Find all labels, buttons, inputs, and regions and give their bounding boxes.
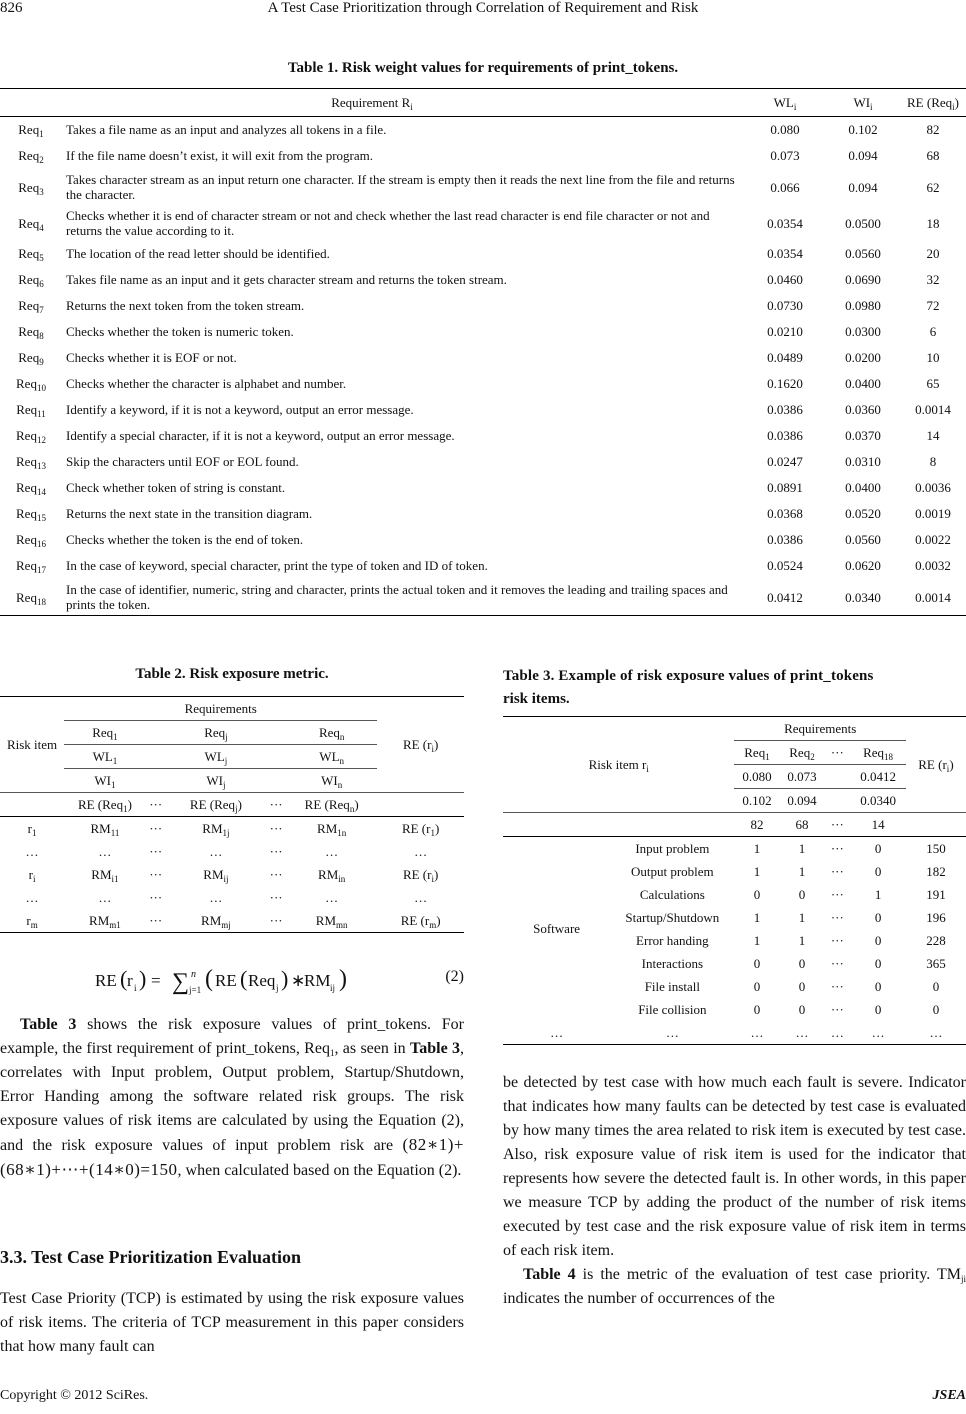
table1-wl: 0.0412 [744, 579, 826, 616]
table2-wl-row: $WL_1$ $WL_j$ $WL_n$ [0, 745, 464, 769]
table3-item-row: Interactions 0 0 ··· 0 365 [503, 952, 966, 975]
table1-req-desc: The location of the read letter should be identified. [66, 246, 330, 261]
table1-col-re: RE (Req$_i$) [900, 89, 966, 117]
left-paragraph-2: Test Case Priority (TCP) is estimated by using the risk exposure values of risk items. The criteria of TCP measurement in this paper considers that how many fault can [0, 1290, 464, 1355]
table1-req-desc: In the case of keyword, special character, print the type of token and ID of token. [66, 558, 488, 573]
table1-row [0, 371, 966, 397]
table3-req-row: Req$_1$ Req$_2$ ··· Req$_{18}$ [503, 741, 966, 765]
table3-item-re: 0 [932, 1001, 940, 1017]
table3-item-row: File collision 0 0 ··· 0 0 [503, 998, 966, 1021]
table3-item-re: 0 [932, 978, 940, 994]
table1-req-desc: Checks whether the token is numeric token. [66, 324, 294, 339]
table1-row [0, 169, 966, 205]
table3-item-name: Interactions [641, 955, 704, 971]
table1-re: 0.0014 [900, 579, 966, 616]
table1-wl: 0.0891 [767, 480, 803, 495]
table1-wi: 0.094 [848, 148, 878, 163]
table1-wl: 0.0368 [767, 506, 803, 521]
table1-caption: Table 1. Risk weight values for requirements of print_tokens. [287, 60, 679, 76]
svg-text:∑: ∑ [172, 969, 190, 995]
table1-row [0, 527, 966, 553]
table1-re: 8 [929, 454, 937, 469]
table1-row [0, 293, 966, 319]
table3-caption: Table 3. Example of risk exposure values of print_tokens risk items. [503, 668, 874, 707]
table1-re: 10 [926, 350, 940, 365]
svg-text:∗: ∗ [291, 971, 306, 990]
table1-req-desc: Identify a special character, if it is not a keyword, output an error message. [66, 428, 455, 443]
table1-re: 65 [926, 376, 940, 391]
table3 [503, 716, 966, 1045]
svg-text:j: j [276, 983, 279, 993]
table1-req-id: Req$_1$ [18, 122, 44, 139]
equation-2 [0, 960, 464, 1000]
table1-row [0, 579, 966, 616]
table1-req-desc: Checks whether it is end of character stream or not and check whether the last read character is end file character or not and returns the value according to it. [66, 208, 710, 238]
table2-caption: Table 2. Risk exposure metric. [135, 666, 329, 682]
table1-re: 20 [926, 246, 940, 261]
table1-row [0, 397, 966, 423]
table1-wl: 0.1620 [767, 376, 803, 391]
svg-text:=: = [151, 971, 161, 990]
table1-wl: 0.0386 [767, 402, 803, 417]
table1-req-id: Req$_9$ [18, 350, 44, 367]
table2-ellipsis-row: … … ··· … ··· … … [25, 843, 428, 859]
table1-wl: 0.0354 [767, 246, 803, 261]
svg-text:j=1: j=1 [189, 985, 202, 995]
table1-req-id: Req$_3$ [18, 179, 44, 197]
table1-col-requirement: Requirement $R_i$ [0, 89, 744, 117]
table1-row [0, 205, 966, 241]
table3-item-name: Startup/Shutdown [625, 909, 720, 925]
table3-re-header: RE $(r_i)$ [906, 717, 966, 813]
svg-text:): ) [339, 966, 347, 992]
table3-item-row: Startup/Shutdown 1 1 ··· 0 196 [503, 906, 966, 929]
table3-item-re: 365 [926, 955, 946, 971]
table1-req-id: Req$_{11}$ [16, 402, 46, 419]
svg-text:r: r [127, 971, 133, 990]
table1-wl: 0.0386 [767, 532, 803, 547]
table3-item-re: 228 [926, 932, 946, 948]
svg-text:RM: RM [304, 971, 331, 990]
table3-item-re: 150 [926, 840, 946, 856]
table1-re: 0.0019 [915, 506, 951, 521]
table1-req-desc: Checks whether the character is alphabet and number. [66, 376, 347, 391]
table1-wi: 0.0560 [845, 532, 881, 547]
table1-re: 0.0036 [915, 480, 951, 495]
table1-wl: 0.0489 [767, 350, 803, 365]
table1-req-id: Req$_5$ [18, 246, 44, 263]
table3-item-row: Calculations 0 0 ··· 1 191 [503, 883, 966, 906]
table2-risk-item-header: Risk item [0, 697, 64, 793]
table2-risk-row: $r_1$ $RM_{11}$ ··· $RM_{1j}$ ··· $RM_{1n}$ RE $(r_1)$ [27, 820, 440, 838]
table2-risk-row: $r_m$ $RM_{m1}$ ··· $RM_{mj}$ ··· $RM_{mn}$ RE $(r_m)$ [0, 909, 464, 933]
table3-item-name: Output problem [630, 863, 714, 879]
table1-re: 0.0032 [915, 558, 951, 573]
table3-risk-item-header: Risk item $r_i$ [503, 717, 734, 813]
table1-wl: 0.080 [770, 122, 800, 137]
table1-row [0, 267, 966, 293]
table3-item-name: File install [644, 978, 700, 994]
table2-wi-row: $WI_1$ $WI_j$ $WI_n$ [0, 769, 464, 793]
table1-wi: 0.094 [848, 179, 878, 195]
svg-text:(: ( [240, 966, 248, 991]
table3-wl-row: 0.080 0.073 0.0412 [503, 765, 966, 789]
table1-wi: 0.0980 [845, 298, 881, 313]
table1-req-id: Req$_2$ [18, 148, 44, 165]
table1-req-desc: Returns the next token from the token stream. [66, 298, 305, 313]
table1-row [0, 319, 966, 345]
table1-wi: 0.0690 [845, 272, 881, 287]
svg-text:): ) [281, 966, 289, 991]
table1-req-desc: Identify a keyword, if it is not a keyword, output an error message. [66, 402, 414, 417]
table3-group-software: Software [533, 921, 581, 936]
svg-text:(: ( [120, 966, 128, 991]
table3-requirements-header: Requirements [734, 717, 905, 741]
table1-re: 0.0022 [915, 532, 951, 547]
table1-req-id: Req$_{10}$ [16, 376, 46, 393]
table3-re-row: 82 68 ··· 14 [503, 813, 966, 837]
table1-row [0, 241, 966, 267]
svg-text:RE: RE [95, 971, 117, 990]
table1-row [0, 501, 966, 527]
table1-wl: 0.0460 [767, 272, 803, 287]
table1-wi: 0.0500 [845, 215, 881, 231]
table1-req-id: Req$_{12}$ [16, 428, 46, 445]
table1-wl: 0.0247 [767, 454, 803, 469]
svg-text:n: n [191, 969, 196, 980]
formula-150: (82∗1)+(68∗1)+⋯+(14∗0)=150 [0, 1135, 464, 1179]
table2 [0, 696, 464, 933]
table3-item-row: Output problem 1 1 ··· 0 182 [503, 860, 966, 883]
svg-text:Req: Req [248, 971, 276, 990]
left-paragraph-1: Table 3 shows the risk exposure values of print_tokens. For example, the first requirement of print_tokens, Req$_1$, as seen in Table 3, correlates with Input problem, Output problem, Startup/Shutdown, Error Handing among the software related risk groups. The risk exposure values of risk items are calculated by using the Equation (2), and the risk exposure values of input problem risk are (82∗1)+(68∗1)+⋯+(14∗0)=150, when calculated based on the Equation (2). [0, 1016, 465, 1179]
table1-re: 82 [926, 122, 940, 137]
table2-re-header: RE $(r_i)$ [377, 697, 464, 793]
table1-wi: 0.0360 [845, 402, 881, 417]
table3-item-row: Software Input problem 1 1 ··· 0 150 [503, 837, 966, 861]
table1-row [0, 117, 966, 144]
table2-requirements-header: Requirements [64, 697, 377, 721]
table3-item-name: Error handing [636, 932, 709, 948]
table1-wl: 0.0386 [767, 428, 803, 443]
table1-req-id: Req$_6$ [18, 272, 44, 289]
table1-row [0, 143, 966, 169]
table1-wl: 0.066 [770, 179, 800, 195]
table1-row [0, 475, 966, 501]
table2-risk-row: $r_i$ $RM_{i1}$ ··· $RM_{ij}$ ··· $RM_{in}$ RE $(r_i)$ [28, 866, 439, 884]
table1-req-desc: Returns the next state in the transition diagram. [66, 506, 313, 521]
table1-req-id: Req$_{17}$ [16, 558, 46, 575]
table2-re-row: RE (Req$_1$) ··· RE (Req$_j$) ··· RE (Req$_n$) [0, 793, 464, 817]
table3-wi-row: 0.102 0.094 0.0340 [503, 789, 966, 813]
table1-req-desc: Skip the characters until EOF or EOL found. [66, 454, 299, 469]
page-number: 826 [0, 0, 23, 16]
table1-wi: 0.0370 [845, 428, 881, 443]
table1-wi: 0.102 [848, 122, 878, 137]
table1-re: 72 [926, 298, 940, 313]
table1-wi: 0.0620 [845, 558, 881, 573]
right-paragraph-1: be detected by test case with how much each fault is severe. Indicator that indicates how many faults can be detected by test case is evaluated by how many times the area related to risk item is executed by test case. Also, risk exposure value of risk item is used for the indicator that represents how severe the detected fault is. In other words, in this paper we measure TCP by adding the product of the number of risk items executed by test case and the risk exposure value of risk item in terms of each risk item. Table 4 is the metric of the evaluation of test case priority. $TM_{ji}$ indicates the number of occurrences of the [503, 1074, 966, 1307]
table3-ellipsis-row: … … … … … … … [503, 1021, 966, 1045]
table1-wi: 0.0310 [845, 454, 881, 469]
table1-req-desc: Takes file name as an input and it gets character stream and returns the token stream. [66, 272, 507, 287]
table1-req-desc: Check whether token of string is constant. [66, 480, 286, 495]
table1-re: 32 [926, 272, 940, 287]
table1-row [0, 423, 966, 449]
table1-req-id: Req$_4$ [18, 215, 44, 233]
table1-col-wi: $WI_i$ [826, 89, 900, 117]
table1-req-desc: Takes a file name as an input and analyzes all tokens in a file. [66, 122, 387, 137]
table3-item-row: Error handing 1 1 ··· 0 228 [503, 929, 966, 952]
table1-wl: 0.0524 [767, 558, 803, 573]
section-heading: 3.3. Test Case Prioritization Evaluation [0, 1247, 301, 1267]
table1-wl: 0.0210 [767, 324, 803, 339]
running-title: A Test Case Prioritization through Correlation of Requirement and Risk [267, 0, 699, 16]
table1-req-id: Req$_{16}$ [16, 532, 46, 549]
table1-req-desc: If the file name doesn’t exist, it will exit from the program. [66, 148, 373, 163]
footer-journal: JSEA [932, 1388, 966, 1403]
table1-req-id: Req$_7$ [18, 298, 44, 315]
table1-re: 62 [926, 179, 940, 195]
table1-re: 14 [926, 428, 940, 443]
table1-wi: 0.0300 [845, 324, 881, 339]
table1-wl: 0.0354 [767, 215, 803, 231]
running-header [0, 0, 966, 22]
table1-req-desc: In the case of identifier, numeric, string and character, prints the actual token and it removes the leading and trailing spaces and prints the token. [62, 579, 744, 616]
equation-number: (2) [445, 968, 464, 985]
table3-item-name: Calculations [639, 886, 705, 902]
table1-wi: 0.0400 [845, 480, 881, 495]
svg-text:ij: ij [330, 983, 336, 993]
table1-req-id: Req$_{15}$ [16, 506, 46, 523]
table3-item-re: 182 [926, 863, 946, 879]
table3-item-name: File collision [638, 1001, 707, 1017]
equation-formula [0, 960, 464, 1000]
table1-req-id: Req$_{18}$ [0, 579, 62, 616]
table1-wl: 0.0730 [767, 298, 803, 313]
table1-row [0, 449, 966, 475]
footer-copyright: Copyright © 2012 SciRes. [0, 1388, 149, 1403]
svg-text:(: ( [205, 966, 213, 992]
table3-item-re: 196 [926, 909, 946, 925]
table1-req-id: Req$_{13}$ [16, 454, 46, 471]
table1-wi: 0.0400 [845, 376, 881, 391]
table1-row [0, 553, 966, 579]
table1-wi: 0.0340 [826, 579, 900, 616]
table1-re: 68 [926, 148, 940, 163]
table1-re: 6 [929, 324, 937, 339]
table1 [0, 88, 966, 616]
table2-ellipsis-row: … … ··· … ··· … … [25, 889, 428, 905]
table1-wl: 0.073 [770, 148, 800, 163]
table1-req-desc: Takes character stream as an input return one character. If the stream is empty then it reads the next line from the file and returns the character. [66, 172, 735, 202]
table1-header-row [0, 89, 966, 117]
table1-re: 0.0014 [915, 402, 951, 417]
table1-req-desc: Checks whether it is EOF or not. [66, 350, 237, 365]
table3-item-row: File install 0 0 ··· 0 0 [503, 975, 966, 998]
svg-text:i: i [134, 983, 137, 993]
table3-item-name: Input problem [635, 840, 710, 856]
table1-wi: 0.0520 [845, 506, 881, 521]
table1-re: 18 [926, 215, 940, 231]
table1-wi: 0.0200 [845, 350, 881, 365]
table1-wi: 0.0560 [845, 246, 881, 261]
table1-req-desc: Checks whether the token is the end of token. [66, 532, 304, 547]
table1-req-id: Req$_{14}$ [16, 480, 46, 497]
table1-req-id: Req$_8$ [18, 324, 44, 341]
svg-text:RE: RE [215, 971, 237, 990]
table3-item-re: 191 [926, 886, 946, 902]
table2-req-row: Req$_1$ Req$_j$ Req$_n$ [0, 721, 464, 745]
svg-text:): ) [139, 966, 147, 991]
table1-col-wl: $WL_i$ [744, 89, 826, 117]
table1-row [0, 345, 966, 371]
